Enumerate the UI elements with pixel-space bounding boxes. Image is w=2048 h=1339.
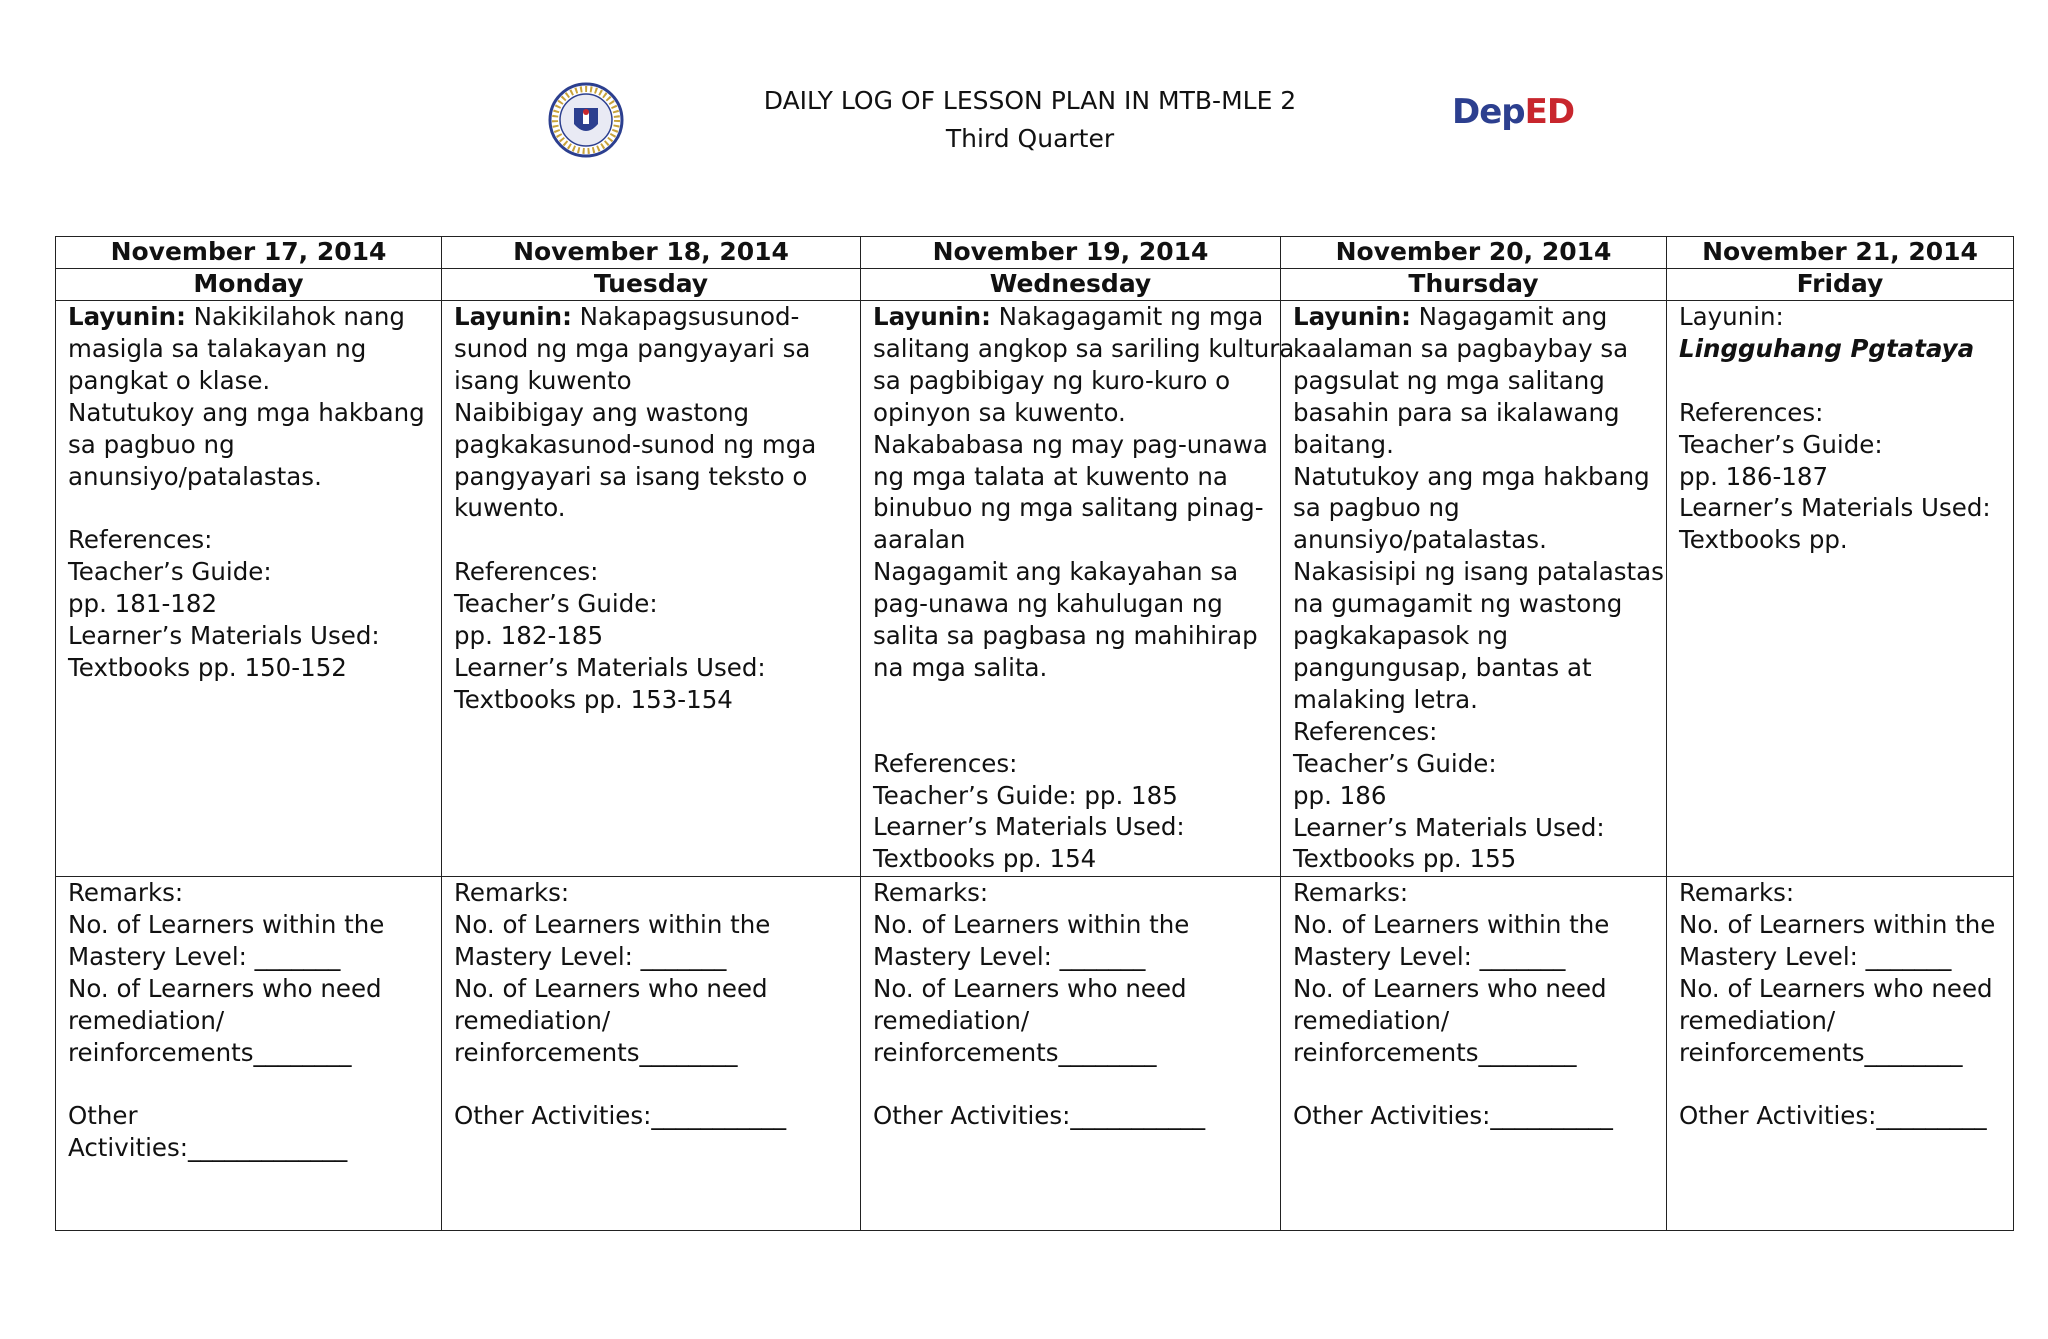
day-row [56,269,2014,301]
objectives-cell [1667,301,2014,877]
objective-line: Nakababasa ng may pag-unawa [873,429,1268,459]
objective-line: Textbooks pp. 154 [873,844,1097,874]
remarks-line: Other [68,1101,138,1131]
objective-line: Learner’s Materials Used: [68,621,380,651]
remarks-cell [861,877,1281,1231]
remarks-line: Remarks: [454,878,570,907]
day-cell: Thursday [1281,269,1667,301]
objective-line: Teacher’s Guide: pp. 185 [873,780,1178,810]
date-cell: November 18, 2014 [442,237,861,269]
remarks-line: Remarks: [1679,878,1795,907]
remarks-line: Other Activities:___________ [454,1101,787,1131]
remarks-line: Mastery Level: _______ [68,941,341,971]
remarks-line: No. of Learners who need [873,973,1187,1003]
objective-line: pangungusap, bantas at [1293,652,1592,682]
objective-line: References: [1293,716,1438,746]
objective-line: kuwento. [454,493,566,523]
remarks-line: reinforcements________ [1293,1037,1577,1067]
objective-line: opinyon sa kuwento. [873,397,1126,427]
objective-line: isang kuwento [454,365,632,395]
objective-line: pp. 182-185 [454,621,604,651]
remarks-line: Remarks: [1293,878,1409,907]
objective-line [873,684,1270,716]
subtitle-text: Third Quarter [945,124,1115,153]
objective-line: Textbooks pp. [1679,525,1848,555]
date-cell: November 19, 2014 [861,237,1281,269]
day-cell: Friday [1667,269,2014,301]
objective-line: sa pagbibigay ng kuro-kuro o [873,365,1231,395]
remarks-line: Mastery Level: _______ [1293,941,1566,971]
objective-line: pangyayari sa isang teksto o [454,461,808,491]
objective-line [873,716,1270,748]
remarks-line [873,1068,1270,1100]
objective-line: malaking letra. [1293,684,1478,714]
remarks-line [1679,1068,2003,1100]
objective-line: Layunin: Nagagamit ang [1293,302,1608,331]
remarks-line: remediation/ [68,1005,225,1035]
objective-line: salitang angkop sa sariling kultura [873,333,1295,363]
remarks-line: reinforcements________ [68,1037,352,1067]
remarks-line: No. of Learners who need [68,973,382,1003]
date-row [56,237,2014,269]
remarks-line [68,1068,431,1100]
remarks-line: No. of Learners who need [1293,973,1607,1003]
remarks-line: Remarks: [68,878,184,907]
deped-logo-text: DepED [1452,92,1575,132]
objective-line: References: [873,748,1018,778]
objective-line [1679,333,2003,365]
remarks-line: Mastery Level: _______ [1679,941,1952,971]
remarks-line: Remarks: [873,878,989,907]
remarks-line: remediation/ [454,1005,611,1035]
objective-line: Teacher’s Guide: [68,557,272,587]
objective-line: Learner’s Materials Used: [1679,493,1991,523]
objective-line: basahin para sa ikalawang [1293,397,1620,427]
remarks-line: remediation/ [873,1005,1030,1035]
objective-line: Textbooks pp. 150-152 [68,652,347,682]
objective-line: sa pagbuo ng [1293,493,1460,523]
objective-line [68,492,431,524]
objective-line: kaalaman sa pagbaybay sa [1293,333,1629,363]
objective-line: baitang. [1293,429,1394,459]
objective-label: Layunin: [873,302,991,331]
objective-label: Layunin: [1293,302,1411,331]
objective-line: pag-unawa ng kahulugan ng [873,589,1223,619]
objective-emphasis: Lingguhang Pgtataya [1679,333,1975,363]
objective-line: pagkakasunod-sunod ng mga [454,429,817,459]
remarks-cell [1281,877,1667,1231]
objective-line: Learner’s Materials Used: [1293,812,1605,842]
remarks-line: No. of Learners who need [1679,973,1993,1003]
remarks-cell [1667,877,2014,1231]
objective-line: Natutukoy ang mga hakbang [1293,461,1650,491]
remarks-line: Mastery Level: _______ [454,941,727,971]
objective-line: anunsiyo/patalastas. [1293,525,1547,555]
objective-line: References: [454,557,599,587]
objective-label: Layunin: [68,302,186,331]
date-cell: November 17, 2014 [56,237,442,269]
deped-seal-icon [548,82,624,158]
objective-line: Teacher’s Guide: [1293,748,1497,778]
objective-line: Textbooks pp. 155 [1293,844,1517,874]
objective-line: na mga salita. [873,652,1048,682]
date-cell: November 20, 2014 [1281,237,1667,269]
remarks-line: No. of Learners within the [873,909,1190,939]
remarks-line: No. of Learners within the [1679,909,1996,939]
objective-line: References: [1679,397,1824,427]
deped-logo [1452,92,1575,134]
objective-line: salita sa pagbasa ng mahihirap [873,621,1258,651]
remarks-line: reinforcements________ [454,1037,738,1067]
remarks-line: Other Activities:___________ [873,1101,1206,1131]
objective-line: pangkat o klase. [68,365,271,395]
remarks-row [56,877,2014,1231]
remarks-line: No. of Learners within the [454,909,771,939]
objective-line: pp. 186 [1293,780,1387,810]
title-text: DAILY LOG OF LESSON PLAN IN MTB-MLE 2 [763,86,1297,115]
remarks-line: reinforcements________ [1679,1037,1963,1067]
objective-line: References: [68,525,213,555]
objectives-cell [442,301,861,877]
remarks-line: Other Activities:__________ [1293,1101,1613,1131]
objective-line: Textbooks pp. 153-154 [454,684,733,714]
remarks-line: No. of Learners within the [68,909,385,939]
objective-line: Teacher’s Guide: [454,589,658,619]
objective-line [1679,365,2003,397]
lesson-plan-table [55,236,2014,1231]
remarks-line: No. of Learners within the [1293,909,1610,939]
document-header [0,0,2048,200]
objective-line: Learner’s Materials Used: [873,812,1185,842]
objective-line: Learner’s Materials Used: [454,652,766,682]
objective-line: sunod ng mga pangyayari sa [454,333,811,363]
objective-line [454,524,850,556]
remarks-line: remediation/ [1679,1005,1836,1035]
objective-line: ng mga talata at kuwento na [873,461,1228,491]
objectives-cell [861,301,1295,877]
objectives-cell [1281,301,1667,877]
day-cell: Monday [56,269,442,301]
objective-line: Layunin: [1679,302,1784,331]
remarks-line: No. of Learners who need [454,973,768,1003]
remarks-line [1293,1068,1656,1100]
objective-line: pp. 181-182 [68,589,218,619]
document-title [700,82,1360,158]
objective-line: masigla sa talakayan ng [68,333,367,363]
remarks-line: reinforcements________ [873,1037,1157,1067]
remarks-line: Activities:_____________ [68,1133,348,1163]
objectives-cell [56,301,442,877]
objective-line: Teacher’s Guide: [1679,429,1883,459]
remarks-line [454,1068,850,1100]
objective-line: Naibibigay ang wastong [454,397,750,427]
remarks-cell [56,877,442,1231]
objectives-row [56,301,2014,877]
objective-label: Layunin: [454,302,572,331]
day-cell: Wednesday [861,269,1281,301]
objective-line: Nakasisipi ng isang patalastas [1293,557,1664,587]
objective-line: pagkakapasok ng [1293,621,1509,651]
objective-line: Layunin: Nakagagamit ng mga [873,302,1264,331]
objective-line: Natutukoy ang mga hakbang [68,397,425,427]
objective-line: aaralan [873,525,966,555]
objective-line: binubuo ng mga salitang pinag- [873,493,1264,523]
objective-line: na gumagamit ng wastong [1293,589,1623,619]
objective-line: Layunin: Nakikilahok nang [68,302,405,331]
remarks-line: Other Activities:_________ [1679,1101,1987,1131]
objective-line: sa pagbuo ng [68,429,235,459]
objective-line: anunsiyo/patalastas. [68,461,322,491]
remarks-line: Mastery Level: _______ [873,941,1146,971]
date-cell: November 21, 2014 [1667,237,2014,269]
objective-line: Layunin: Nakapagsusunod- [454,302,800,331]
objective-line: pp. 186-187 [1679,461,1829,491]
day-cell: Tuesday [442,269,861,301]
objective-line: pagsulat ng mga salitang [1293,365,1605,395]
remarks-cell [442,877,861,1231]
remarks-line: remediation/ [1293,1005,1450,1035]
objective-line: Nagagamit ang kakayahan sa [873,557,1239,587]
